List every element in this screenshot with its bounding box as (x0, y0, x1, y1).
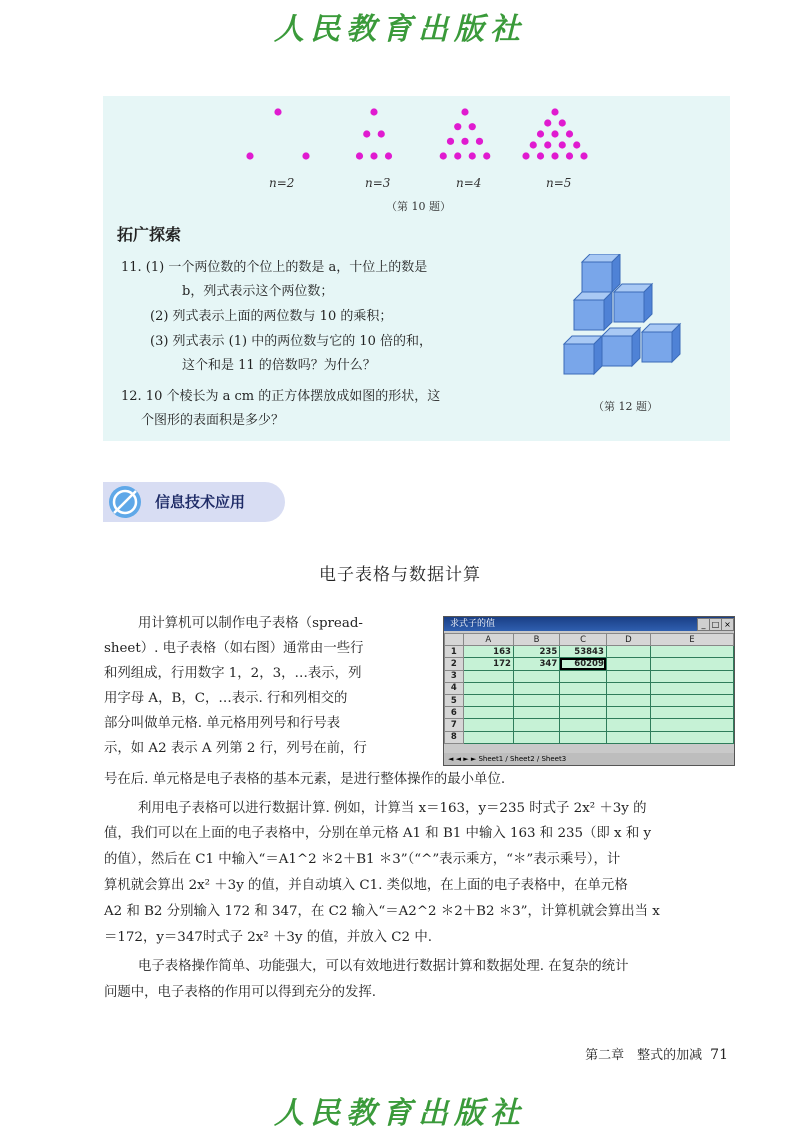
pattern-dot (469, 123, 476, 130)
pattern-dot (302, 152, 309, 159)
spreadsheet-cell[interactable] (606, 694, 650, 706)
pattern-dot (476, 138, 483, 145)
cube-stack-figure (558, 254, 688, 384)
pattern-dot (544, 119, 551, 126)
pattern-dot (566, 152, 573, 159)
spreadsheet-cell[interactable] (463, 694, 513, 706)
publisher-logo-top: 人民教育出版社 (274, 12, 526, 47)
pattern-dot (537, 152, 544, 159)
row-header[interactable]: 1 (445, 646, 464, 658)
spreadsheet-cell[interactable] (606, 719, 650, 731)
spreadsheet-cell[interactable] (650, 682, 733, 694)
para1-line: 号在后. 单元格是电子表格的基本元素，是进行整体操作的最小单位. (104, 772, 506, 787)
spreadsheet-cell[interactable] (463, 719, 513, 731)
spreadsheet-grid (444, 633, 734, 744)
info-tech-label: 信息技术应用 (155, 493, 246, 511)
pattern-label: n=5 (546, 176, 572, 190)
close-icon[interactable]: × (721, 618, 734, 631)
pattern-dot (469, 152, 476, 159)
article-title: 电子表格与数据计算 (319, 565, 481, 585)
minimize-icon[interactable]: _ (697, 618, 710, 631)
maximize-icon[interactable]: □ (709, 618, 722, 631)
pattern-dot (559, 141, 566, 148)
pattern-dot (530, 141, 537, 148)
spreadsheet-cell[interactable] (513, 694, 559, 706)
pattern-dot (483, 152, 490, 159)
row-header[interactable]: 5 (445, 694, 464, 706)
info-tech-icon (107, 484, 143, 520)
para3-line: 电子表格操作简单、功能强大，可以有效地进行数据计算和数据处理. 在复杂的统计 (138, 959, 629, 974)
q11-line: 这个和是 11 的倍数吗？为什么？ (182, 358, 376, 373)
column-header[interactable]: C (560, 634, 607, 646)
spreadsheet-cell[interactable] (560, 731, 607, 743)
page-footer (585, 1044, 728, 1063)
pattern-dot (454, 123, 461, 130)
spreadsheet-cell[interactable] (650, 719, 733, 731)
row-header[interactable]: 6 (445, 707, 464, 719)
spreadsheet-row (445, 731, 734, 743)
sheet-tab-labels[interactable]: Sheet1 / Sheet2 / Sheet3 (478, 755, 567, 763)
spreadsheet-row (445, 670, 734, 682)
q12-line: 个图形的表面积是多少？ (141, 413, 285, 428)
q11-line: 11. (1) 一个两位数的个位上的数是 a，十位上的数是 (121, 260, 428, 275)
para2-line: A2 和 B2 分别输入 172 和 347，在 C2 输入“＝A2^2 ＊2＋B2 ＊3”，计算机就会算出当 x (104, 904, 660, 919)
pattern-dot (363, 130, 370, 137)
spreadsheet-titlebar (444, 617, 734, 631)
spreadsheet-cell[interactable] (606, 707, 650, 719)
spreadsheet-cell[interactable] (606, 731, 650, 743)
column-header[interactable]: B (513, 634, 559, 646)
spreadsheet-row (445, 646, 734, 658)
spreadsheet-cell[interactable] (560, 707, 607, 719)
pattern-dot (274, 108, 281, 115)
pattern-dot (522, 152, 529, 159)
pattern-dot (551, 152, 558, 159)
spreadsheet-cell[interactable] (513, 707, 559, 719)
q12-line: 12. 10 个棱长为 a cm 的正方体摆放成如图的形状，这 (121, 389, 441, 404)
spreadsheet-cell[interactable] (513, 719, 559, 731)
spreadsheet-window (443, 616, 735, 766)
para2-line: 算机就会算出 2x² ＋3y 的值，并自动填入 C1. 类似地，在上面的电子表格中，在单元格 (104, 878, 628, 893)
spreadsheet-cell[interactable] (650, 694, 733, 706)
pattern-dot (551, 108, 558, 115)
spreadsheet-row (445, 682, 734, 694)
pattern-dot (385, 152, 392, 159)
spreadsheet-cell[interactable] (560, 694, 607, 706)
para1-line: 部分叫做单元格. 单元格用列号和行号表 (104, 716, 341, 731)
spreadsheet-row (445, 707, 734, 719)
pattern-dot (370, 152, 377, 159)
pattern-dot (566, 130, 573, 137)
pattern-dot (356, 152, 363, 159)
spreadsheet-cell[interactable] (560, 719, 607, 731)
pattern-caption: （第 10 题） (386, 200, 451, 213)
pattern-dot (461, 108, 468, 115)
spreadsheet-cell[interactable] (463, 682, 513, 694)
spreadsheet-cell[interactable]: 53843 (560, 646, 607, 658)
cube-caption: （第 12 题） (593, 400, 658, 413)
spreadsheet-cell[interactable] (650, 670, 733, 682)
para2-line: 的值），然后在 C1 中输入“＝A1^2 ＊2＋B1 ＊3”（“^”表示乘方，“＊”表示乘号），计 (104, 852, 621, 867)
spreadsheet-cell[interactable] (560, 682, 607, 694)
pattern-dot (440, 152, 447, 159)
spreadsheet-cell[interactable] (560, 670, 607, 682)
q11-line: (3) 列式表示 (1) 中的两位数与它的 10 倍的和， (150, 334, 433, 349)
spreadsheet-cell[interactable] (650, 658, 733, 670)
para1-line: 示，如 A2 表示 A 列第 2 行，列号在前，行 (104, 741, 367, 756)
pattern-dot (537, 130, 544, 137)
spreadsheet-cell[interactable] (513, 682, 559, 694)
row-header[interactable]: 4 (445, 682, 464, 694)
spreadsheet-cell[interactable] (606, 682, 650, 694)
pattern-dot (447, 138, 454, 145)
column-header[interactable]: E (650, 634, 733, 646)
sheet-tabs[interactable]: ◄ ◄ ► ► Sheet1 / Sheet2 / Sheet3 (444, 753, 734, 765)
spreadsheet-row (445, 694, 734, 706)
row-header[interactable]: 2 (445, 658, 464, 670)
pattern-dot (246, 152, 253, 159)
para2-line: 利用电子表格可以进行数据计算. 例如，计算当 x＝163，y＝235 时式子 2x² ＋3y 的 (138, 801, 647, 816)
pattern-dot (580, 152, 587, 159)
spreadsheet-cell[interactable] (650, 646, 733, 658)
spreadsheet-cell[interactable]: 347 (513, 658, 559, 670)
spreadsheet-cell[interactable]: 163 (463, 646, 513, 658)
info-tech-banner (103, 482, 285, 522)
para2-line: ＝172，y＝347时式子 2x² ＋3y 的值，并放入 C2 中. (104, 930, 432, 945)
pattern-dot (551, 130, 558, 137)
spreadsheet-cell[interactable] (513, 670, 559, 682)
chapter-title: 第二章 整式的加减 (585, 1048, 703, 1063)
spreadsheet-row (445, 658, 734, 670)
pattern-label: n=2 (269, 176, 295, 190)
spreadsheet-cell[interactable] (463, 731, 513, 743)
pattern-dot (544, 141, 551, 148)
column-header[interactable]: D (606, 634, 650, 646)
para1-line: 和列组成，行用数字 1，2，3，…表示，列 (104, 666, 362, 681)
pattern-label: n=3 (365, 176, 391, 190)
para1-line: sheet）. 电子表格（如右图）通常由一些行 (104, 641, 364, 656)
pattern-dot (454, 152, 461, 159)
para1-line: 用字母 A，B，C，…表示. 行和列相交的 (104, 691, 348, 706)
pattern-dot (573, 141, 580, 148)
q11-line: (2) 列式表示上面的两位数与 10 的乘积； (150, 309, 393, 324)
pattern-dot (559, 119, 566, 126)
para2-line: 值，我们可以在上面的电子表格中，分别在单元格 A1 和 B1 中输入 163 和 235（即 x 和 y (104, 826, 652, 841)
spreadsheet-row (445, 719, 734, 731)
spreadsheet-cell[interactable] (650, 707, 733, 719)
q11-line: b，列式表示这个两位数； (182, 284, 334, 299)
spreadsheet-cell[interactable]: 235 (513, 646, 559, 658)
spreadsheet-cell[interactable] (606, 646, 650, 658)
section-heading: 拓广探索 (117, 225, 182, 244)
spreadsheet-cell[interactable] (463, 670, 513, 682)
spreadsheet-cell[interactable] (513, 731, 559, 743)
pattern-label: n=4 (456, 176, 482, 190)
spreadsheet-cell[interactable] (606, 670, 650, 682)
row-header[interactable]: 7 (445, 719, 464, 731)
row-header[interactable]: 3 (445, 670, 464, 682)
para1-line: 用计算机可以制作电子表格（spread- (138, 616, 363, 631)
spreadsheet-cell[interactable]: 172 (463, 658, 513, 670)
spreadsheet-title: 求式子的值 (450, 619, 496, 629)
dot-patterns (103, 96, 730, 206)
para3-line: 问题中，电子表格的作用可以得到充分的发挥. (104, 985, 377, 1000)
pattern-dot (378, 130, 385, 137)
pattern-dot (461, 138, 468, 145)
exercise-box (103, 96, 730, 441)
row-header[interactable]: 8 (445, 731, 464, 743)
spreadsheet-cell[interactable] (650, 731, 733, 743)
publisher-logo-bottom: 人民教育出版社 (274, 1096, 526, 1131)
spreadsheet-cell[interactable] (463, 707, 513, 719)
spreadsheet-cell[interactable] (606, 658, 650, 670)
pattern-dot (370, 108, 377, 115)
column-header[interactable]: A (463, 634, 513, 646)
page-number: 71 (710, 1047, 728, 1063)
spreadsheet-cell[interactable]: 60209 (560, 658, 607, 670)
